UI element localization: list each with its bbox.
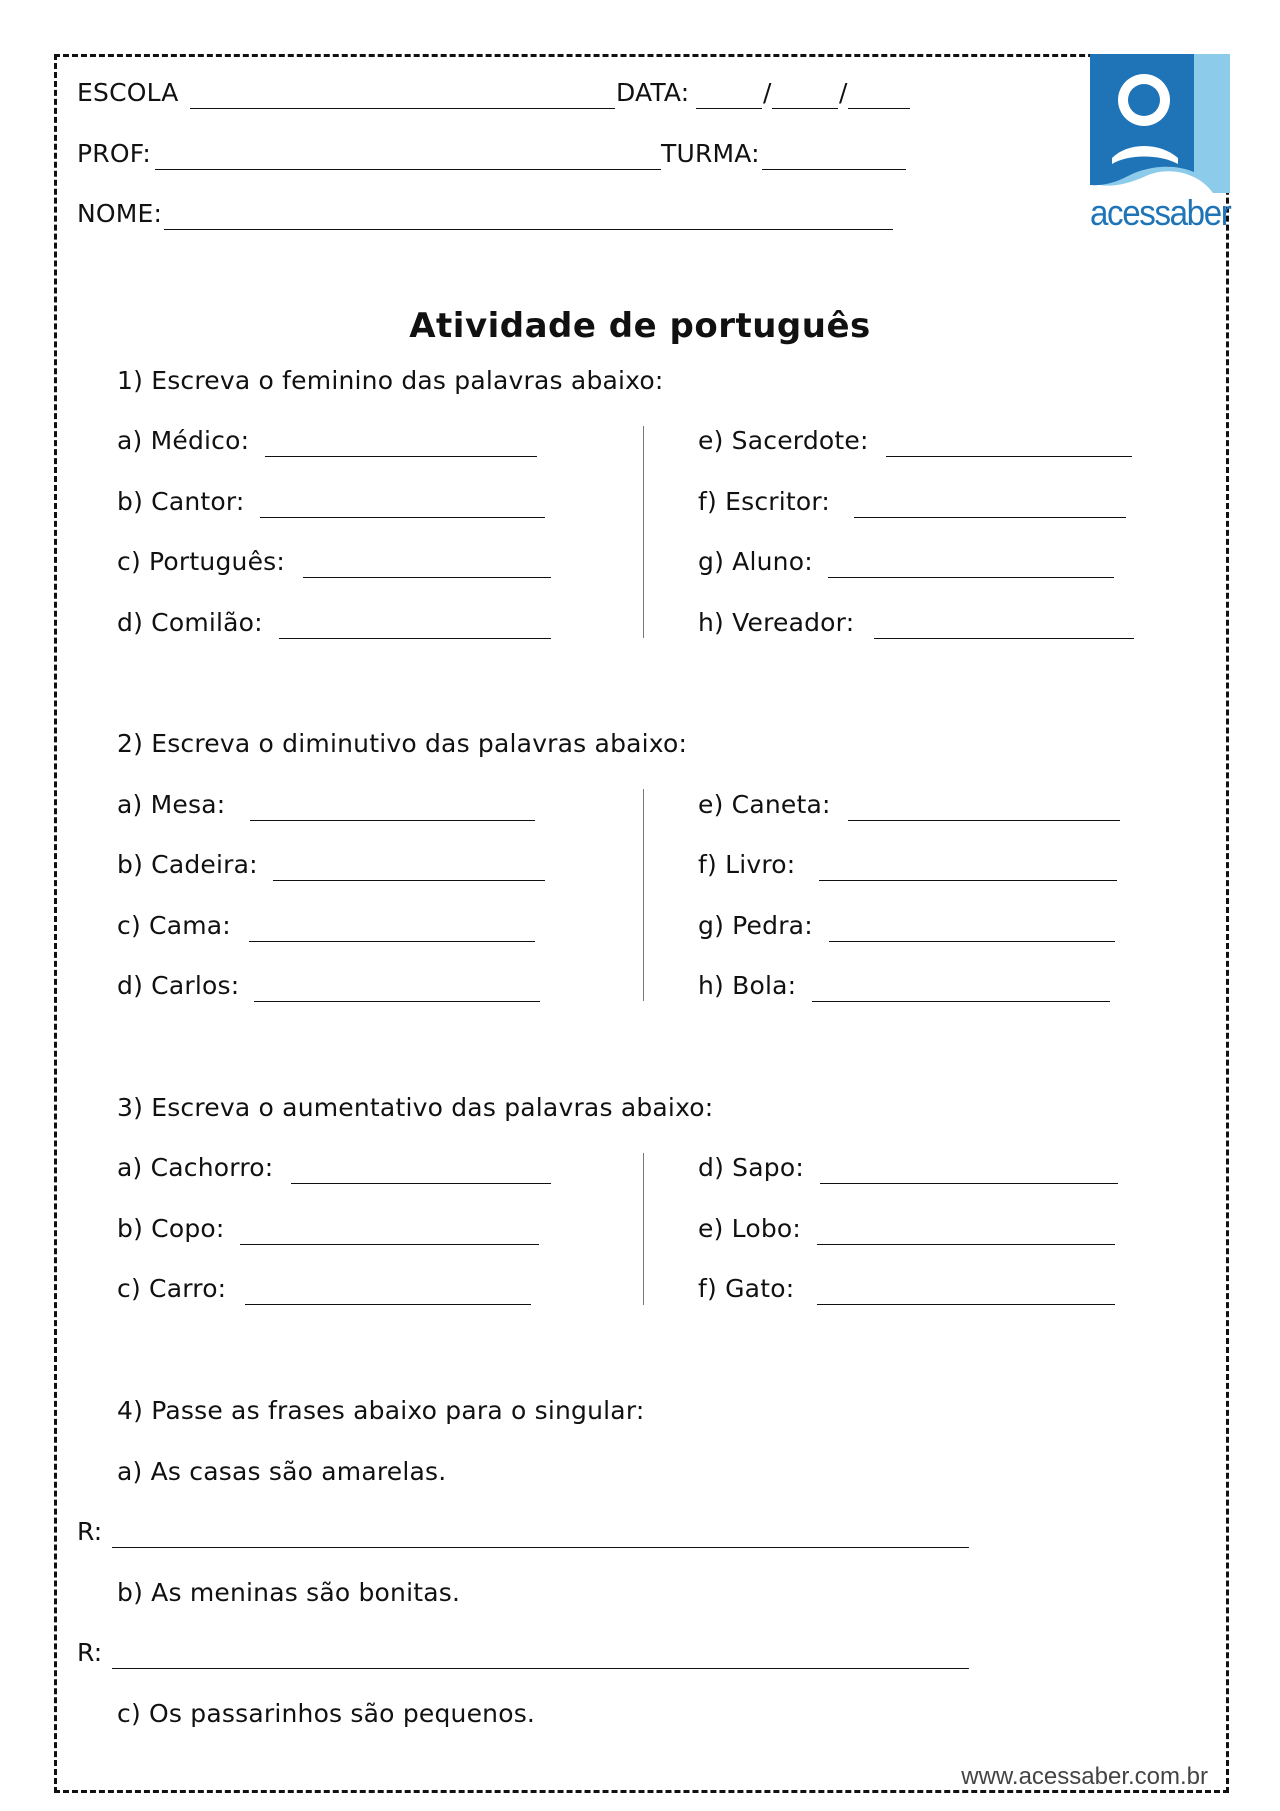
date-day-field[interactable]: [696, 108, 762, 109]
logo-text: acessaber: [1090, 192, 1231, 233]
q3-answer-e[interactable]: [817, 1244, 1115, 1245]
q1-answer-a[interactable]: [265, 456, 537, 457]
q3-item-d: d) Sapo:: [698, 1153, 804, 1182]
q3-item-f: f) Gato:: [698, 1274, 795, 1303]
date-separator: /: [839, 78, 848, 107]
q2-answer-h[interactable]: [812, 1001, 1110, 1002]
q3-item-a: a) Cachorro:: [117, 1153, 274, 1182]
q2-item-a: a) Mesa:: [117, 790, 226, 819]
prof-label: PROF:: [77, 139, 151, 168]
q4-item-c: c) Os passarinhos são pequenos.: [117, 1699, 536, 1728]
q2-item-g: g) Pedra:: [698, 911, 813, 940]
q1-item-e: e) Sacerdote:: [698, 426, 869, 455]
q2-answer-a[interactable]: [250, 820, 535, 821]
q2-item-d: d) Carlos:: [117, 971, 240, 1000]
q1-answer-e[interactable]: [886, 456, 1132, 457]
q2-answer-e[interactable]: [848, 820, 1120, 821]
q4-answer-a[interactable]: [112, 1547, 969, 1548]
q4-answer-label-b: R:: [77, 1638, 103, 1667]
q1-item-f: f) Escritor:: [698, 487, 831, 516]
q3-answer-c[interactable]: [245, 1304, 531, 1305]
q2-item-e: e) Caneta:: [698, 790, 831, 819]
q1-item-a: a) Médico:: [117, 426, 250, 455]
q2-item-b: b) Cadeira:: [117, 850, 258, 879]
q1-item-d: d) Comilão:: [117, 608, 263, 637]
q2-answer-d[interactable]: [254, 1001, 540, 1002]
column-divider: [643, 426, 644, 638]
q1-item-b: b) Cantor:: [117, 487, 245, 516]
q3-answer-f[interactable]: [817, 1304, 1115, 1305]
escola-label: ESCOLA: [77, 78, 179, 107]
q3-answer-a[interactable]: [291, 1183, 551, 1184]
q3-item-e: e) Lobo:: [698, 1214, 802, 1243]
question-1-heading: 1) Escreva o feminino das palavras abaixo:: [117, 366, 664, 395]
q3-item-b: b) Copo:: [117, 1214, 225, 1243]
q1-answer-g[interactable]: [828, 577, 1114, 578]
data-label: DATA:: [616, 78, 690, 107]
q4-item-a: a) As casas são amarelas.: [117, 1457, 447, 1486]
q2-item-h: h) Bola:: [698, 971, 797, 1000]
q2-answer-c[interactable]: [249, 941, 535, 942]
q3-item-c: c) Carro:: [117, 1274, 227, 1303]
q4-answer-b[interactable]: [112, 1668, 969, 1669]
date-separator: /: [763, 78, 772, 107]
column-divider: [643, 789, 644, 1001]
q1-answer-b[interactable]: [260, 517, 545, 518]
q1-answer-h[interactable]: [874, 638, 1134, 639]
q4-item-b: b) As meninas são bonitas.: [117, 1578, 461, 1607]
q1-item-h: h) Vereador:: [698, 608, 855, 637]
footer-website: www.acessaber.com.br: [961, 1763, 1208, 1790]
question-2-heading: 2) Escreva o diminutivo das palavras abaixo:: [117, 729, 688, 758]
q1-answer-c[interactable]: [303, 577, 551, 578]
question-3-heading: 3) Escreva o aumentativo das palavras abaixo:: [117, 1093, 714, 1122]
date-year-field[interactable]: [848, 108, 910, 109]
q1-answer-f[interactable]: [854, 517, 1126, 518]
prof-field[interactable]: [155, 169, 661, 170]
q1-item-g: g) Aluno:: [698, 547, 813, 576]
turma-label: TURMA:: [661, 139, 760, 168]
q1-item-c: c) Português:: [117, 547, 285, 576]
nome-field[interactable]: [164, 229, 893, 230]
q2-answer-g[interactable]: [829, 941, 1115, 942]
q2-answer-b[interactable]: [273, 880, 545, 881]
q3-answer-b[interactable]: [240, 1244, 539, 1245]
q3-answer-d[interactable]: [820, 1183, 1118, 1184]
q4-answer-label-a: R:: [77, 1517, 103, 1546]
question-4-heading: 4) Passe as frases abaixo para o singular:: [117, 1396, 645, 1425]
turma-field[interactable]: [762, 169, 906, 170]
column-divider: [643, 1153, 644, 1305]
page-title: Atividade de português: [409, 306, 871, 346]
q2-item-f: f) Livro:: [698, 850, 796, 879]
date-month-field[interactable]: [772, 108, 838, 109]
q2-answer-f[interactable]: [819, 880, 1117, 881]
q2-item-c: c) Cama:: [117, 911, 231, 940]
q1-answer-d[interactable]: [279, 638, 551, 639]
escola-field[interactable]: [190, 108, 615, 109]
nome-label: NOME:: [77, 199, 163, 228]
